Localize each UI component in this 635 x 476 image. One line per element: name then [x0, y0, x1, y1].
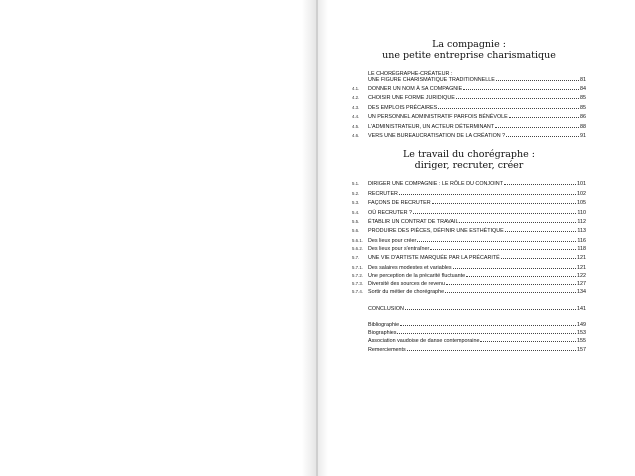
- dot-leader: [432, 203, 576, 204]
- dot-leader: [480, 341, 576, 342]
- entry-title: UN PERSONNEL ADMINISTRATIF PARFOIS BÉNÉVOLE: [368, 114, 508, 121]
- entry-page: 84: [580, 86, 586, 92]
- toc-entries: [352, 180, 586, 353]
- entry-title: Des lieux pour créer: [368, 237, 417, 244]
- entry-page: 141: [577, 305, 586, 312]
- dot-leader: [397, 333, 576, 334]
- toc-entry[interactable]: [352, 264, 586, 272]
- dot-leader: [417, 241, 576, 242]
- entry-number: 5.7.3.: [352, 281, 363, 287]
- toc-entry-back-matter[interactable]: [352, 337, 586, 345]
- right-page: [318, 0, 635, 476]
- toc-entry[interactable]: [352, 94, 586, 103]
- toc-entry-back-matter[interactable]: [352, 329, 586, 337]
- entry-title: PRODUIRE DES PIÈCES, DÉFINIR UNE ESTHÉTIQUE: [368, 228, 504, 235]
- entry-title: Remerciements: [368, 346, 406, 353]
- entry-number: 5.7.4.: [352, 289, 363, 295]
- entry-page: 81: [580, 77, 586, 84]
- toc-entry[interactable]: [352, 227, 586, 236]
- left-page-gutter-shadow: [302, 0, 316, 476]
- section-title-line: La compagnie :: [432, 39, 506, 50]
- toc-entry[interactable]: [352, 113, 586, 122]
- toc-entry[interactable]: [352, 209, 586, 218]
- dot-leader: [400, 325, 576, 326]
- entry-page: 101: [577, 181, 586, 188]
- entry-number: 5.5.: [352, 218, 360, 224]
- section-title: [352, 150, 586, 171]
- dot-leader: [466, 276, 576, 277]
- entry-title: Sortir du métier de chorégraphe: [368, 289, 445, 296]
- toc-entry[interactable]: [352, 288, 586, 297]
- entry-title: RECRUTER: [368, 190, 398, 197]
- toc-entry-conclusion[interactable]: [352, 305, 586, 314]
- entry-page: 121: [577, 255, 586, 262]
- entry-page: 105: [577, 200, 586, 207]
- entry-title: ÉTABLIR UN CONTRAT DE TRAVAIL: [368, 218, 459, 225]
- section-subtitle-line: diriger, recruter, créer: [414, 159, 524, 171]
- dot-leader: [509, 117, 579, 118]
- entry-page: 86: [580, 114, 586, 121]
- entry-title: DIRIGER UNE COMPAGNIE : LE RÔLE DU CONJOINT: [368, 181, 503, 188]
- table-of-contents: [352, 40, 586, 354]
- entry-title: Bibliographie: [368, 322, 400, 328]
- toc-entry[interactable]: [352, 245, 586, 254]
- section-subtitle-line: une petite entreprise charismatique: [382, 49, 556, 61]
- toc-entry[interactable]: [352, 272, 586, 280]
- entry-number: 4.4.: [352, 114, 360, 120]
- entry-page: 85: [580, 104, 586, 111]
- toc-entry[interactable]: [352, 123, 586, 132]
- dot-leader: [463, 89, 579, 90]
- dot-leader: [413, 213, 576, 214]
- entry-number: 5.1.: [352, 181, 360, 187]
- entry-title: L'ADMINISTRATEUR, UN ACTEUR DÉTERMINANT: [368, 123, 495, 130]
- dot-leader: [438, 108, 579, 109]
- dot-leader: [501, 258, 576, 259]
- dot-leader: [456, 98, 579, 99]
- dot-leader: [505, 231, 577, 232]
- toc-entry[interactable]: [352, 218, 586, 227]
- toc-entry-back-matter[interactable]: [352, 321, 586, 329]
- left-page: [0, 0, 316, 476]
- entry-number: 5.6.: [352, 228, 360, 234]
- entry-title: DES EMPLOIS PRÉCAIRES: [368, 104, 438, 111]
- entry-number: 5.3.: [352, 200, 360, 206]
- entry-page: 149: [577, 322, 586, 328]
- dot-leader: [504, 184, 576, 185]
- dot-leader: [453, 268, 576, 269]
- entry-page: 153: [577, 330, 586, 337]
- entry-page: 116: [577, 237, 586, 244]
- dot-leader: [506, 136, 579, 137]
- entry-number: 4.2.: [352, 95, 360, 101]
- entry-title: CHOISIR UNE FORME JURIDIQUE: [368, 95, 455, 102]
- toc-entry[interactable]: [352, 70, 586, 85]
- toc-entry-back-matter[interactable]: [352, 346, 586, 354]
- dot-leader: [446, 284, 576, 285]
- entry-number: 5.6.2.: [352, 245, 363, 251]
- entry-page: 134: [577, 289, 586, 296]
- entry-title: OÙ RECRUTER ?: [368, 209, 413, 216]
- entry-title: UNE VIE D'ARTISTE MARQUÉE PAR LA PRÉCARITÉ: [368, 255, 500, 262]
- section-title: [352, 40, 586, 61]
- entry-title: UNE FIGURE CHARISMATIQUE TRADITIONNELLE: [368, 77, 495, 84]
- entry-title: DONNER UN NOM À SA COMPAGNIE: [368, 86, 463, 92]
- dot-leader: [430, 249, 576, 250]
- entry-title: Biographies: [368, 330, 397, 337]
- toc-entry[interactable]: [352, 132, 586, 141]
- entry-title: VERS UNE BUREAUCRATISATION DE LA CRÉATION ?: [368, 132, 506, 139]
- entry-page: 157: [577, 346, 586, 353]
- entry-page: 121: [577, 264, 586, 271]
- toc-entry[interactable]: [352, 85, 586, 94]
- toc-entry[interactable]: [352, 254, 586, 263]
- entry-page: 85: [580, 95, 586, 102]
- entry-number: 5.7.2.: [352, 272, 363, 278]
- entry-title: Association vaudoise de danse contemporaine: [368, 338, 480, 345]
- toc-entry[interactable]: [352, 199, 586, 208]
- entry-page: 112: [577, 218, 586, 225]
- entry-page: 88: [580, 123, 586, 130]
- entry-page: 91: [580, 132, 586, 139]
- entry-number: 5.7.: [352, 255, 360, 261]
- dot-leader: [496, 80, 579, 81]
- dot-leader: [495, 127, 579, 128]
- entry-title: FAÇONS DE RECRUTER: [368, 200, 431, 207]
- right-page-gutter-shadow: [318, 0, 328, 476]
- entry-title: CONCLUSION: [368, 305, 404, 312]
- toc-entry[interactable]: [352, 280, 586, 288]
- entry-number: 4.6.: [352, 132, 360, 138]
- toc-entry[interactable]: [352, 180, 586, 189]
- entry-page: 102: [577, 190, 586, 197]
- entry-page: 122: [577, 272, 586, 279]
- entry-number: 5.6.1.: [352, 237, 363, 243]
- entry-title-line: LE CHORÉGRAPHE-CRÉATEUR :: [368, 71, 453, 77]
- toc-entries: [352, 70, 586, 141]
- entry-page: 110: [577, 209, 586, 216]
- entry-title: Des salaires modestes et variables: [368, 264, 452, 271]
- entry-number: 4.1.: [352, 86, 360, 91]
- entry-number: 4.5.: [352, 123, 360, 129]
- entry-title: Diversité des sources de revenu: [368, 281, 446, 288]
- entry-number: 5.7.1.: [352, 264, 363, 270]
- dot-leader: [459, 222, 576, 223]
- entry-title: Des lieux pour s'entraîner: [368, 245, 430, 252]
- dot-leader: [445, 292, 576, 293]
- entry-number: 5.2.: [352, 190, 360, 196]
- entry-page: 155: [577, 338, 586, 345]
- entry-number: 4.3.: [352, 104, 360, 110]
- entry-page: 113: [577, 228, 586, 235]
- section-title-line: Le travail du chorégraphe :: [403, 149, 535, 161]
- dot-leader: [399, 194, 576, 195]
- toc-entry[interactable]: [352, 237, 586, 245]
- entry-page: 118: [577, 245, 586, 252]
- entry-title: Une perception de la précarité fluctuante: [368, 272, 466, 279]
- toc-entry[interactable]: [352, 190, 586, 199]
- dot-leader: [405, 309, 576, 310]
- dot-leader: [407, 350, 576, 351]
- entry-number: 5.4.: [352, 209, 360, 215]
- toc-entry[interactable]: [352, 104, 586, 113]
- entry-page: 127: [577, 281, 586, 288]
